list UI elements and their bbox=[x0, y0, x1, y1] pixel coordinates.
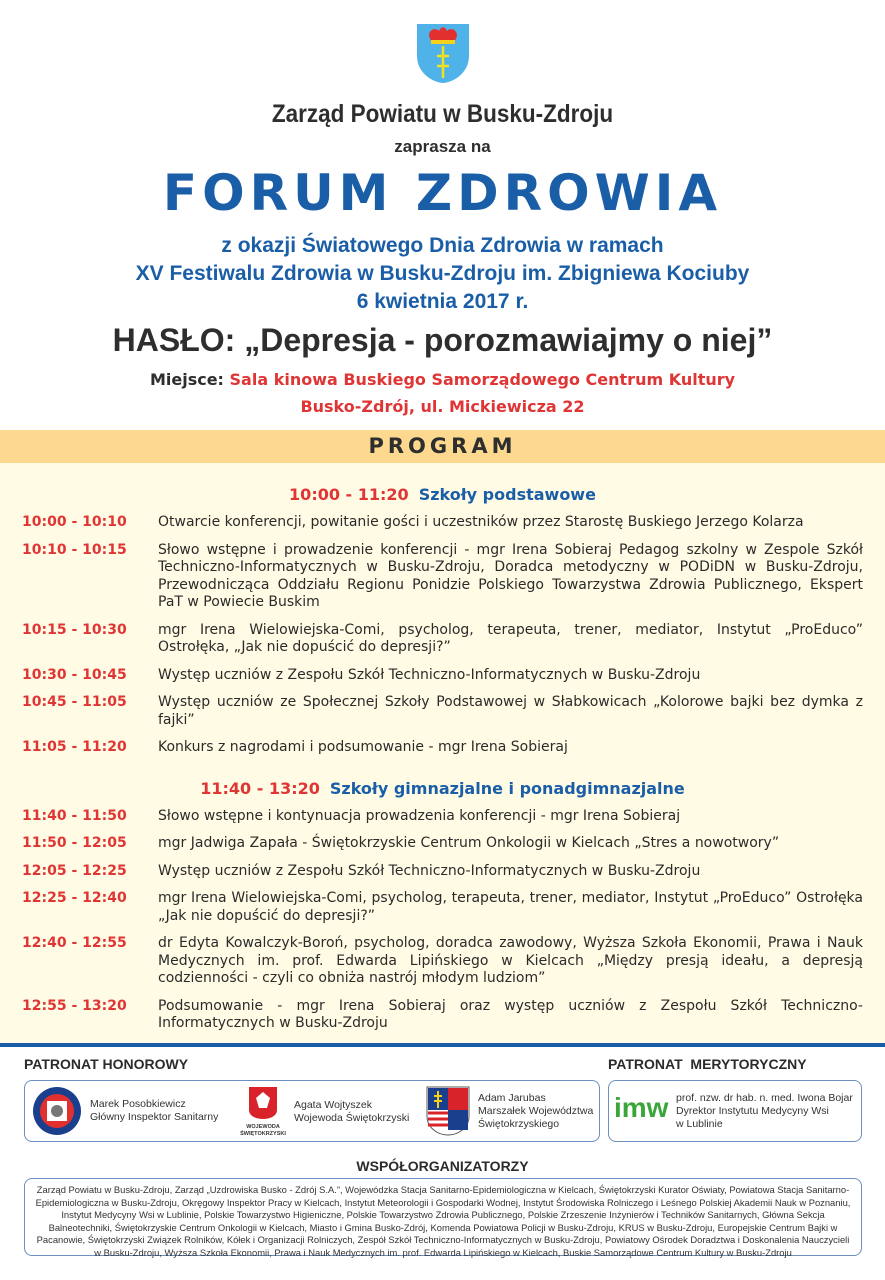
event-date: 6 kwietnia 2017 r. bbox=[356, 290, 529, 313]
invites-text: zaprasza na bbox=[394, 137, 491, 156]
program-item bbox=[0, 863, 885, 881]
item-time: 12:25 - 12:40 bbox=[22, 890, 127, 906]
patron-imw bbox=[614, 1085, 853, 1137]
sanitary-inspection-logo-icon bbox=[32, 1086, 82, 1136]
patron-gis bbox=[32, 1085, 218, 1137]
event-subtitle bbox=[0, 232, 885, 316]
voivode-logo-text: WOJEWODA ŚWIĘTOKRZYSKI bbox=[240, 1124, 286, 1137]
program-item bbox=[0, 622, 885, 657]
patron-title: Marszałek Województwa bbox=[478, 1104, 594, 1117]
session-heading bbox=[0, 779, 885, 798]
imw-logo: imw bbox=[614, 1092, 669, 1123]
session-time: 10:00 - 11:20 bbox=[289, 485, 409, 504]
item-time: 11:05 - 11:20 bbox=[22, 739, 127, 755]
session-time: 11:40 - 13:20 bbox=[200, 778, 320, 798]
item-description: Występ uczniów z Zespołu Szkół Techniczno-Informatycznych w Busku-Zdroju bbox=[158, 862, 701, 879]
venue-address: Busko-Zdrój, ul. Mickiewicza 22 bbox=[300, 397, 585, 416]
item-description: Występ uczniów z Zespołu Szkół Techniczno-Informatycznych w Busku-Zdroju bbox=[158, 666, 701, 683]
subtitle-line: XV Festiwalu Zdrowia w Busku-Zdroju im. Zbigniewa Kociuby bbox=[135, 262, 750, 285]
program-heading: PROGRAM bbox=[0, 430, 885, 463]
session-name: Szkoły gimnazjalne i ponadgimnazjalne bbox=[329, 778, 685, 798]
item-time: 10:00 - 10:10 bbox=[22, 514, 127, 530]
item-description: Podsumowanie - mgr Irena Sobieraj oraz występ uczniów z Zespołu Szkół Techniczno-Informatycznych w Busku-Zdroju bbox=[158, 997, 863, 1031]
session-name: Szkoły podstawowe bbox=[418, 485, 596, 504]
item-time: 11:40 - 11:50 bbox=[22, 807, 127, 824]
eagle-emblem-icon bbox=[248, 1086, 278, 1120]
venue-name: Sala kinowa Buskiego Samorządowego Centrum Kultury bbox=[229, 370, 736, 389]
honorary-patronage-label: PATRONAT HONOROWY bbox=[24, 1056, 189, 1072]
patron-name: prof. nzw. dr hab. n. med. Iwona Bojar bbox=[676, 1091, 853, 1104]
patron-name: Adam Jarubas bbox=[478, 1091, 546, 1104]
patron-name: Agata Wojtyszek bbox=[294, 1099, 373, 1111]
item-description: Słowo wstępne i prowadzenie konferencji - mgr Irena Sobieraj Pedagog szkolny w Zespole Szkół Techniczno-Informatycznych w Busku-Zdroju, Doradca metodyczny w PODiDN w Busku-Zdroju, Przewodnicząca Oddziału Regionu Ponidzie Polskiego Towarzystwa Zdrowia Publicznego, Ekspert PaT w Powiecie Buskim bbox=[158, 541, 863, 610]
program-item bbox=[0, 667, 885, 685]
venue bbox=[0, 366, 885, 420]
item-time: 10:30 - 10:45 bbox=[22, 666, 127, 683]
session-heading bbox=[0, 485, 885, 504]
slogan: HASŁO: „Depresja - porozmawiajmy o niej” bbox=[112, 322, 773, 358]
program-item bbox=[0, 890, 885, 925]
event-title: FORUM ZDROWIA bbox=[162, 164, 723, 222]
item-description: mgr Irena Wielowiejska-Comi, psycholog, terapeuta, trener, mediator, Instytut „ProEduco” Ostrołęka „Jak nie dopuścić do depresji?” bbox=[158, 890, 863, 924]
program-item bbox=[0, 514, 885, 532]
coorganizers-label: WSPÓŁORGANIZATORZY bbox=[356, 1158, 529, 1174]
item-description: Konkurs z nagrodami i podsumowanie - mgr Irena Sobieraj bbox=[158, 739, 568, 755]
program-list bbox=[0, 463, 885, 1043]
patron-name: Marek Posobkiewicz bbox=[90, 1098, 186, 1110]
item-time: 11:50 - 12:05 bbox=[22, 835, 127, 851]
patron-title: Świętokrzyskiego bbox=[478, 1117, 560, 1130]
item-time: 10:10 - 10:15 bbox=[22, 541, 127, 558]
patron-marshal bbox=[426, 1085, 593, 1137]
program-item bbox=[0, 542, 885, 612]
item-time: 12:40 - 12:55 bbox=[22, 935, 127, 951]
item-description: mgr Jadwiga Zapała - Świętokrzyskie Centrum Onkologii w Kielcach „Stres a nowotwory” bbox=[158, 835, 780, 851]
item-description: dr Edyta Kowalczyk-Boroń, psycholog, doradca zawodowy, Wyższa Szkoła Ekonomii, Prawa i Nauk Medycznych im. prof. Edwarda Lipińskiego w Kielcach „Między presją ideału, a depresją codzienności - czyli co obniża nastrój młodym ludziom” bbox=[158, 935, 863, 986]
divider bbox=[0, 1043, 885, 1047]
patron-title: Dyrektor Instytutu Medycyny Wsi bbox=[676, 1104, 829, 1117]
item-time: 10:15 - 10:30 bbox=[22, 621, 127, 638]
subtitle-line: z okazji Światowego Dnia Zdrowia w ramach bbox=[221, 234, 664, 257]
program-item bbox=[0, 998, 885, 1033]
item-description: Występ uczniów ze Społecznej Szkoły Podstawowej w Słabkowicach „Kolorowe bajki bez dymka z fajki” bbox=[158, 694, 863, 728]
program-item bbox=[0, 739, 885, 757]
county-crest-icon bbox=[415, 22, 471, 84]
item-description: Słowo wstępne i kontynuacja prowadzenia konferencji - mgr Irena Sobieraj bbox=[158, 807, 681, 824]
item-time: 10:45 - 11:05 bbox=[22, 694, 127, 710]
patron-title: Główny Inspektor Sanitarny bbox=[90, 1111, 219, 1123]
item-time: 12:05 - 12:25 bbox=[22, 862, 127, 879]
patron-title: Wojewoda Świętokrzyski bbox=[294, 1112, 410, 1124]
program-item bbox=[0, 808, 885, 826]
organizer: Zarząd Powiatu w Busku-Zdroju bbox=[271, 100, 614, 128]
program-item bbox=[0, 835, 885, 853]
voivodeship-crest-icon bbox=[426, 1086, 470, 1136]
substantive-patronage-label: PATRONAT MERYTORYCZNY bbox=[608, 1056, 807, 1072]
coorganizers-list: Zarząd Powiatu w Busku-Zdroju, Zarząd „Uzdrowiska Busko - Zdrój S.A.”, Wojewódzka Stacja Sanitarno-Epidemiologiczna w Kielcach, Świętokrzyski Kurator Oświaty, Powiatowa Stacja Sanitarno-Epidemiologiczna w Busku-Zdroju, Okręgowy Inspektor Pracy w Kielcach, Instytut Meteorologii i Gospodarki Wodnej, Instytut Środowiska Rolniczego i Leśnego Polskiej Akademii Nauk w Poznaniu, Instytut Medycyny Wsi w Lublinie, Polskie Towarzystwo Higieniczne, Polskie Towarzystwo Zdrowia Publicznego, Polskie Zrzeszenie Inżynierów i Techników Sanitarnych, Główna Sekcja Balneotechniki, Świętokrzyskie Centrum Onkologii w Kielcach, Miasto i Gmina Busko-Zdrój, Komenda Powiatowa Policji w Busku-Zdroju, KRUS w Busku-Zdroju, Europejskie Centrum Bajki w Pacanowie, Świętokrzyski Związek Rolników, Kółek i Organizacji Rolniczych, Zespół Szkół Techniczno-Informatycznych w Busku-Zdroju, Powiatowy Ośrodek Doradztwa i Doskonalenia Nauczycieli w Busku-Zdroju, Wyższa Szkoła Ekonomii, Prawa i Nauk Medycznych im. prof. Edwarda Lipińskiego w Kielcach, Buskie Samorządowe Centrum Kultury w Busku-Zdroju bbox=[24, 1178, 862, 1256]
item-description: mgr Irena Wielowiejska-Comi, psycholog, terapeuta, trener, mediator, Instytut „ProEduco” Ostrołęka, „Jak nie dopuścić do depresji?” bbox=[158, 621, 863, 655]
venue-label: Miejsce: bbox=[149, 370, 224, 389]
item-description: Otwarcie konferencji, powitanie gości i uczestników przez Starostę Buskiego Jerzego Kolarza bbox=[158, 514, 804, 530]
item-time: 12:55 - 13:20 bbox=[22, 997, 127, 1014]
patron-voivode bbox=[240, 1085, 409, 1139]
patron-title: w Lublinie bbox=[676, 1117, 723, 1130]
program-item bbox=[0, 694, 885, 729]
program-item bbox=[0, 935, 885, 988]
